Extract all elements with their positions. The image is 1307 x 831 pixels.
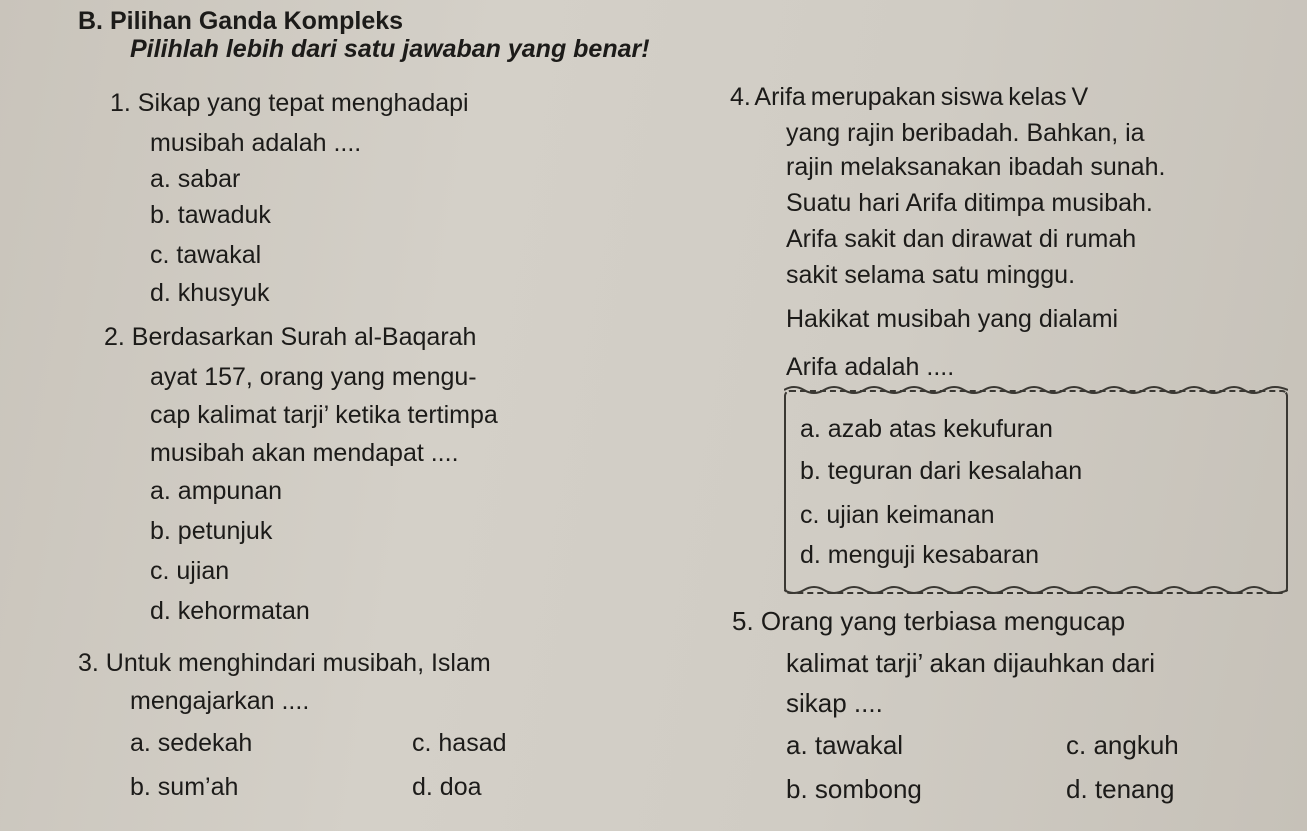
question-4-stem: Suatu hari Arifa ditimpa musibah. — [786, 189, 1153, 217]
option-3a[interactable]: a. sedekah — [130, 729, 253, 757]
question-4-stem: sakit selama satu minggu. — [786, 261, 1076, 289]
option-1d[interactable]: d. khusyuk — [150, 279, 270, 307]
question-4-stem: 4. Arifa merupakan siswa kelas V — [730, 83, 1089, 111]
option-1b[interactable]: b. tawaduk — [150, 201, 271, 229]
question-2-stem: musibah akan mendapat .... — [150, 439, 459, 467]
question-4-stem: Arifa sakit dan dirawat di rumah — [786, 225, 1137, 253]
option-5b[interactable]: b. sombong — [786, 774, 922, 804]
option-1c[interactable]: c. tawakal — [150, 241, 262, 269]
option-5c[interactable]: c. angkuh — [1066, 730, 1179, 760]
option-3d[interactable]: d. doa — [412, 773, 482, 801]
option-1a[interactable]: a. sabar — [150, 165, 241, 193]
question-2-stem: ayat 157, orang yang mengu- — [150, 363, 477, 391]
question-4-stem: yang rajin beribadah. Bahkan, ia — [786, 119, 1145, 147]
section-title: B. Pilihan Ganda Kompleks — [78, 7, 404, 35]
instruction: Pilihlah lebih dari satu jawaban yang benar! — [130, 35, 650, 63]
option-3c[interactable]: c. hasad — [412, 729, 507, 757]
question-2-stem: cap kalimat tarji’ ketika tertimpa — [150, 401, 498, 429]
question-3-stem: 3. Untuk menghindari musibah, Islam — [78, 649, 491, 677]
option-2b[interactable]: b. petunjuk — [150, 517, 273, 545]
option-4b[interactable]: b. teguran dari kesalahan — [800, 457, 1083, 485]
question-4-stem: Hakikat musibah yang dialami — [786, 305, 1119, 333]
question-2-stem: 2. Berdasarkan Surah al-Baqarah — [104, 323, 477, 351]
question-1-stem: musibah adalah .... — [150, 129, 362, 157]
frame-top-wave — [784, 384, 1288, 396]
frame-bottom-wave — [784, 584, 1288, 596]
option-2d[interactable]: d. kehormatan — [150, 597, 310, 625]
option-5d[interactable]: d. tenang — [1066, 774, 1175, 804]
option-4d[interactable]: d. menguji kesabaran — [800, 541, 1040, 569]
question-4-stem: Arifa adalah .... — [786, 353, 955, 381]
option-4c[interactable]: c. ujian keimanan — [800, 501, 995, 529]
question-5-stem: sikap .... — [786, 688, 883, 718]
question-5-stem: kalimat tarji’ akan dijauhkan dari — [786, 648, 1156, 678]
question-3-stem: mengajarkan .... — [130, 687, 310, 715]
option-2c[interactable]: c. ujian — [150, 557, 230, 585]
question-5-stem: 5. Orang yang terbiasa mengucap — [732, 606, 1126, 636]
option-4a[interactable]: a. azab atas kekufuran — [800, 415, 1053, 443]
option-2a[interactable]: a. ampunan — [150, 477, 283, 505]
option-5a[interactable]: a. tawakal — [786, 730, 904, 760]
question-4-stem: rajin melaksanakan ibadah sunah. — [786, 153, 1166, 181]
question-1-stem: 1. Sikap yang tepat menghadapi — [110, 89, 469, 117]
option-3b[interactable]: b. sum’ah — [130, 773, 239, 801]
